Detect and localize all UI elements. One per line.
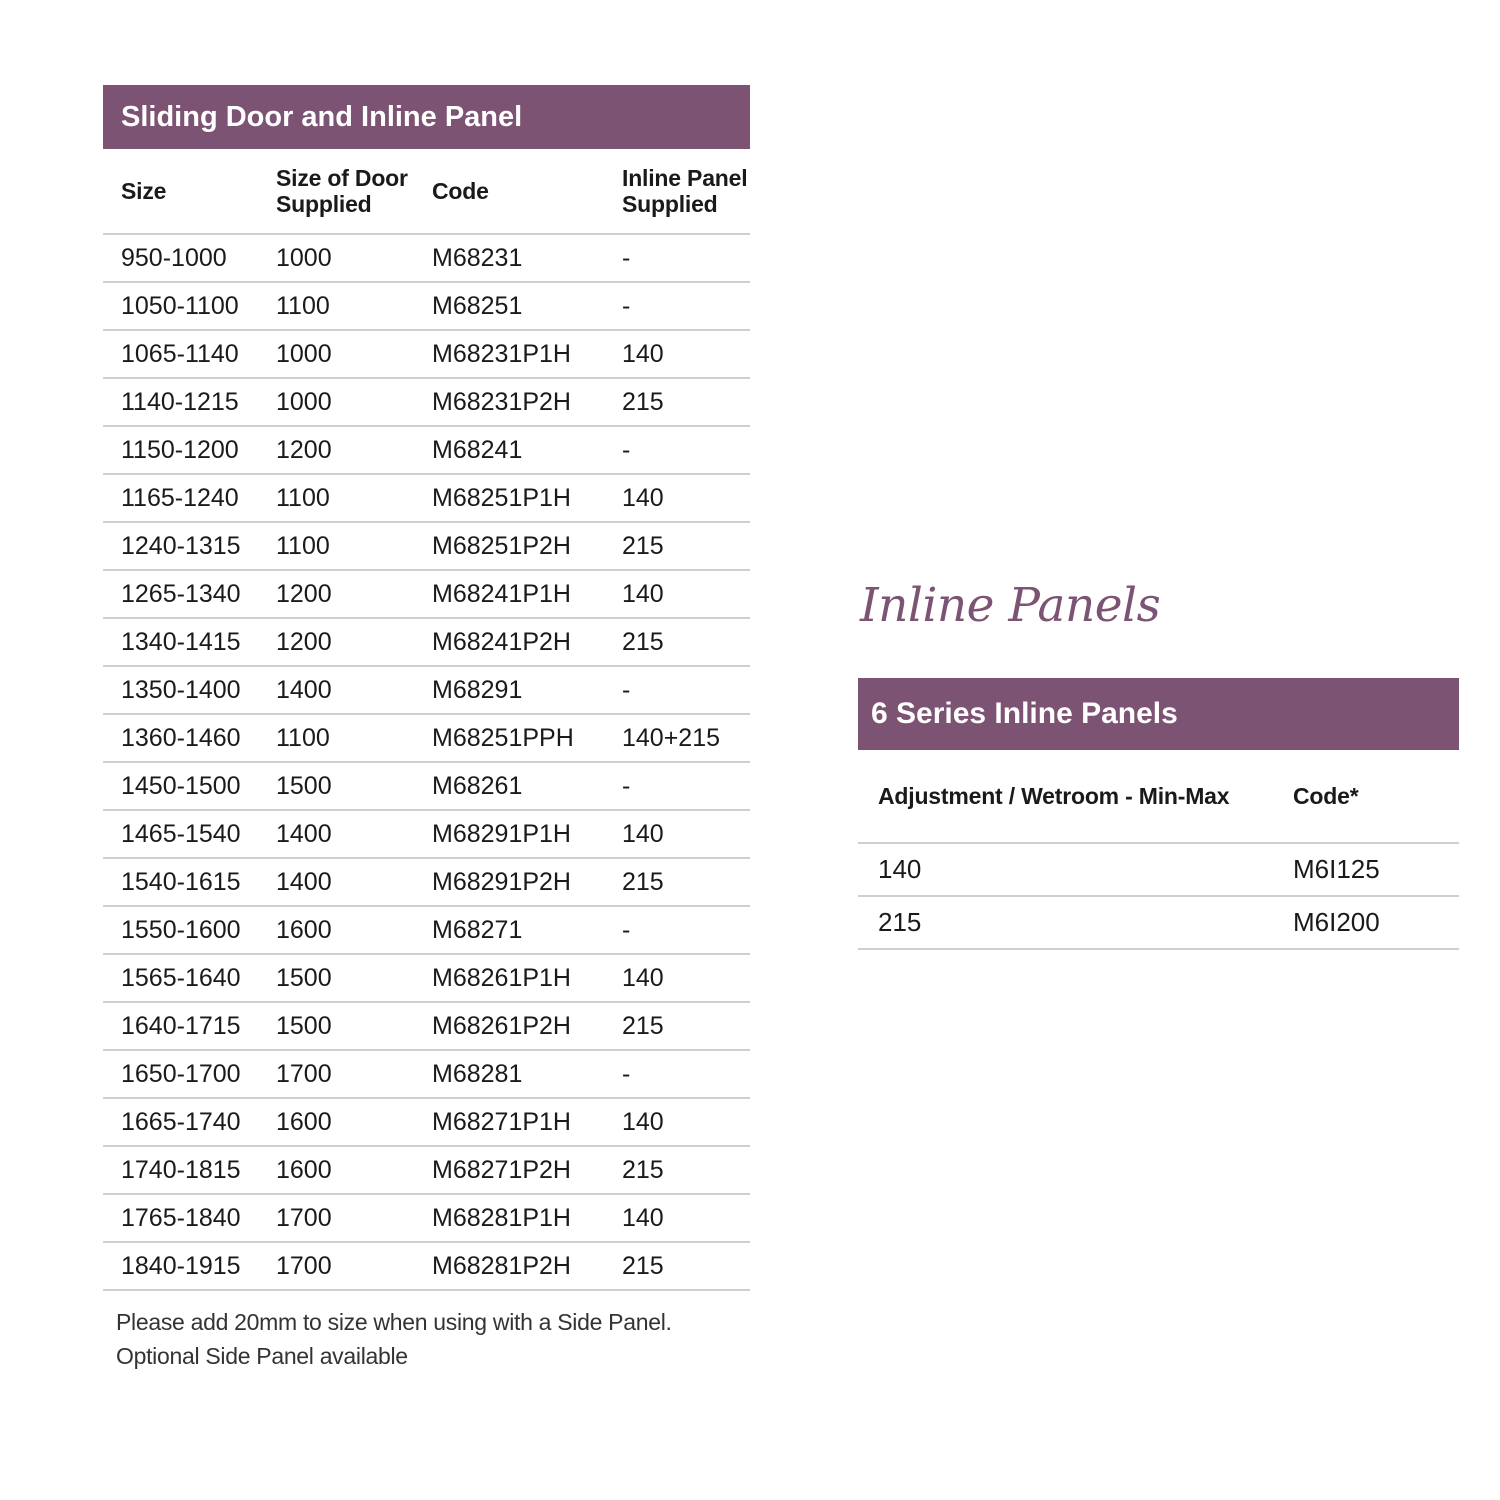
cell-door-size: 1400 [276,858,432,906]
cell-code: M68291 [432,666,622,714]
table-header-row [103,149,750,234]
cell-size: 1265-1340 [103,570,276,618]
cell-inline-panel: 140+215 [622,714,750,762]
cell-door-size: 1500 [276,954,432,1002]
cell-door-size: 1700 [276,1194,432,1242]
cell-inline-panel: 215 [622,618,750,666]
cell-code: M68281P1H [432,1194,622,1242]
cell-size: 1240-1315 [103,522,276,570]
inline-panels-heading: Inline Panels [860,578,1161,633]
cell-code: M68241P1H [432,570,622,618]
cell-size: 1765-1840 [103,1194,276,1242]
cell-door-size: 1000 [276,234,432,282]
cell-code: M68251 [432,282,622,330]
table-row [103,570,750,618]
note-optional-side-panel: Optional Side Panel available [116,1343,408,1369]
cell-door-size: 1200 [276,426,432,474]
table-row [858,896,1459,949]
table-row [103,1002,750,1050]
column-header-code: Code* [1293,750,1459,843]
table-row [103,378,750,426]
cell-inline-panel: - [622,906,750,954]
cell-door-size: 1600 [276,1146,432,1194]
table-row [103,1242,750,1290]
cell-size: 1140-1215 [103,378,276,426]
cell-door-size: 1000 [276,330,432,378]
cell-size: 1360-1460 [103,714,276,762]
cell-code: M6I125 [1293,843,1459,896]
inline-panels-table-body [858,843,1459,949]
cell-size: 1565-1640 [103,954,276,1002]
cell-inline-panel: - [622,282,750,330]
table-row [858,843,1459,896]
column-header-size: Size [103,149,276,234]
cell-inline-panel: 215 [622,1002,750,1050]
cell-door-size: 1000 [276,378,432,426]
table-row [103,1194,750,1242]
cell-door-size: 1700 [276,1242,432,1290]
table-row [103,858,750,906]
cell-size: 1465-1540 [103,810,276,858]
cell-size: 1165-1240 [103,474,276,522]
table-row [103,714,750,762]
table-row [103,234,750,282]
table-row [103,954,750,1002]
cell-door-size: 1600 [276,906,432,954]
table-notes [103,1305,750,1373]
inline-panels-table [858,750,1459,950]
cell-size: 1740-1815 [103,1146,276,1194]
cell-inline-panel: - [622,666,750,714]
cell-inline-panel: - [622,234,750,282]
table-row [103,474,750,522]
cell-code: M68291P1H [432,810,622,858]
cell-inline-panel: 215 [622,378,750,426]
cell-size: 950-1000 [103,234,276,282]
table-row [103,426,750,474]
cell-inline-panel: 215 [622,1242,750,1290]
table-row [103,1050,750,1098]
cell-inline-panel: - [622,1050,750,1098]
cell-size: 1640-1715 [103,1002,276,1050]
cell-code: M68271P2H [432,1146,622,1194]
cell-inline-panel: 140 [622,1194,750,1242]
sliding-door-table [103,149,750,1291]
cell-code: M68241 [432,426,622,474]
cell-code: M68271P1H [432,1098,622,1146]
cell-code: M68261P1H [432,954,622,1002]
cell-door-size: 1100 [276,714,432,762]
cell-size: 1450-1500 [103,762,276,810]
table-row [103,810,750,858]
cell-inline-panel: 140 [622,810,750,858]
cell-door-size: 1200 [276,570,432,618]
table-header-row [858,750,1459,843]
cell-code: M68281 [432,1050,622,1098]
cell-door-size: 1100 [276,282,432,330]
cell-code: M68231P1H [432,330,622,378]
cell-code: M68241P2H [432,618,622,666]
table-row [103,906,750,954]
cell-inline-panel: 215 [622,858,750,906]
cell-code: M68281P2H [432,1242,622,1290]
cell-door-size: 1600 [276,1098,432,1146]
cell-size: 1350-1400 [103,666,276,714]
cell-door-size: 1500 [276,762,432,810]
cell-code: M68251PPH [432,714,622,762]
cell-size: 1340-1415 [103,618,276,666]
sliding-door-table-body [103,234,750,1290]
cell-code: M68271 [432,906,622,954]
cell-code: M68261P2H [432,1002,622,1050]
cell-adjustment: 140 [858,843,1293,896]
cell-size: 1665-1740 [103,1098,276,1146]
cell-inline-panel: 140 [622,474,750,522]
column-header-adjustment: Adjustment / Wetroom - Min-Max [858,750,1293,843]
cell-inline-panel: 140 [622,954,750,1002]
cell-code: M68251P2H [432,522,622,570]
column-header-code: Code [432,149,622,234]
cell-inline-panel: 140 [622,570,750,618]
cell-code: M68291P2H [432,858,622,906]
cell-size: 1650-1700 [103,1050,276,1098]
table-row [103,282,750,330]
cell-size: 1150-1200 [103,426,276,474]
cell-door-size: 1100 [276,522,432,570]
cell-inline-panel: 215 [622,1146,750,1194]
cell-adjustment: 215 [858,896,1293,949]
cell-door-size: 1700 [276,1050,432,1098]
cell-inline-panel: - [622,426,750,474]
column-header-door-size: Size of Door Supplied [276,149,432,234]
sliding-door-table-card [103,85,750,1373]
cell-inline-panel: 140 [622,330,750,378]
table-row [103,1098,750,1146]
cell-size: 1840-1915 [103,1242,276,1290]
table-row [103,330,750,378]
table-row [103,762,750,810]
cell-size: 1050-1100 [103,282,276,330]
cell-size: 1550-1600 [103,906,276,954]
note-side-panel-size: Please add 20mm to size when using with a Side Panel. [116,1309,672,1335]
cell-code: M68251P1H [432,474,622,522]
table-row [103,666,750,714]
inline-panels-table-card [858,678,1459,950]
table-row [103,618,750,666]
cell-inline-panel: 215 [622,522,750,570]
cell-inline-panel: - [622,762,750,810]
column-header-inline-panel: Inline Panel Supplied [622,149,750,234]
inline-panels-table-title: 6 Series Inline Panels [858,678,1459,750]
cell-door-size: 1200 [276,618,432,666]
cell-door-size: 1400 [276,666,432,714]
cell-code: M68261 [432,762,622,810]
table-row [103,1146,750,1194]
cell-inline-panel: 140 [622,1098,750,1146]
cell-door-size: 1100 [276,474,432,522]
cell-size: 1065-1140 [103,330,276,378]
sliding-door-table-title: Sliding Door and Inline Panel [103,85,750,149]
cell-size: 1540-1615 [103,858,276,906]
cell-code: M68231P2H [432,378,622,426]
cell-door-size: 1400 [276,810,432,858]
cell-code: M6I200 [1293,896,1459,949]
table-row [103,522,750,570]
cell-door-size: 1500 [276,1002,432,1050]
cell-code: M68231 [432,234,622,282]
